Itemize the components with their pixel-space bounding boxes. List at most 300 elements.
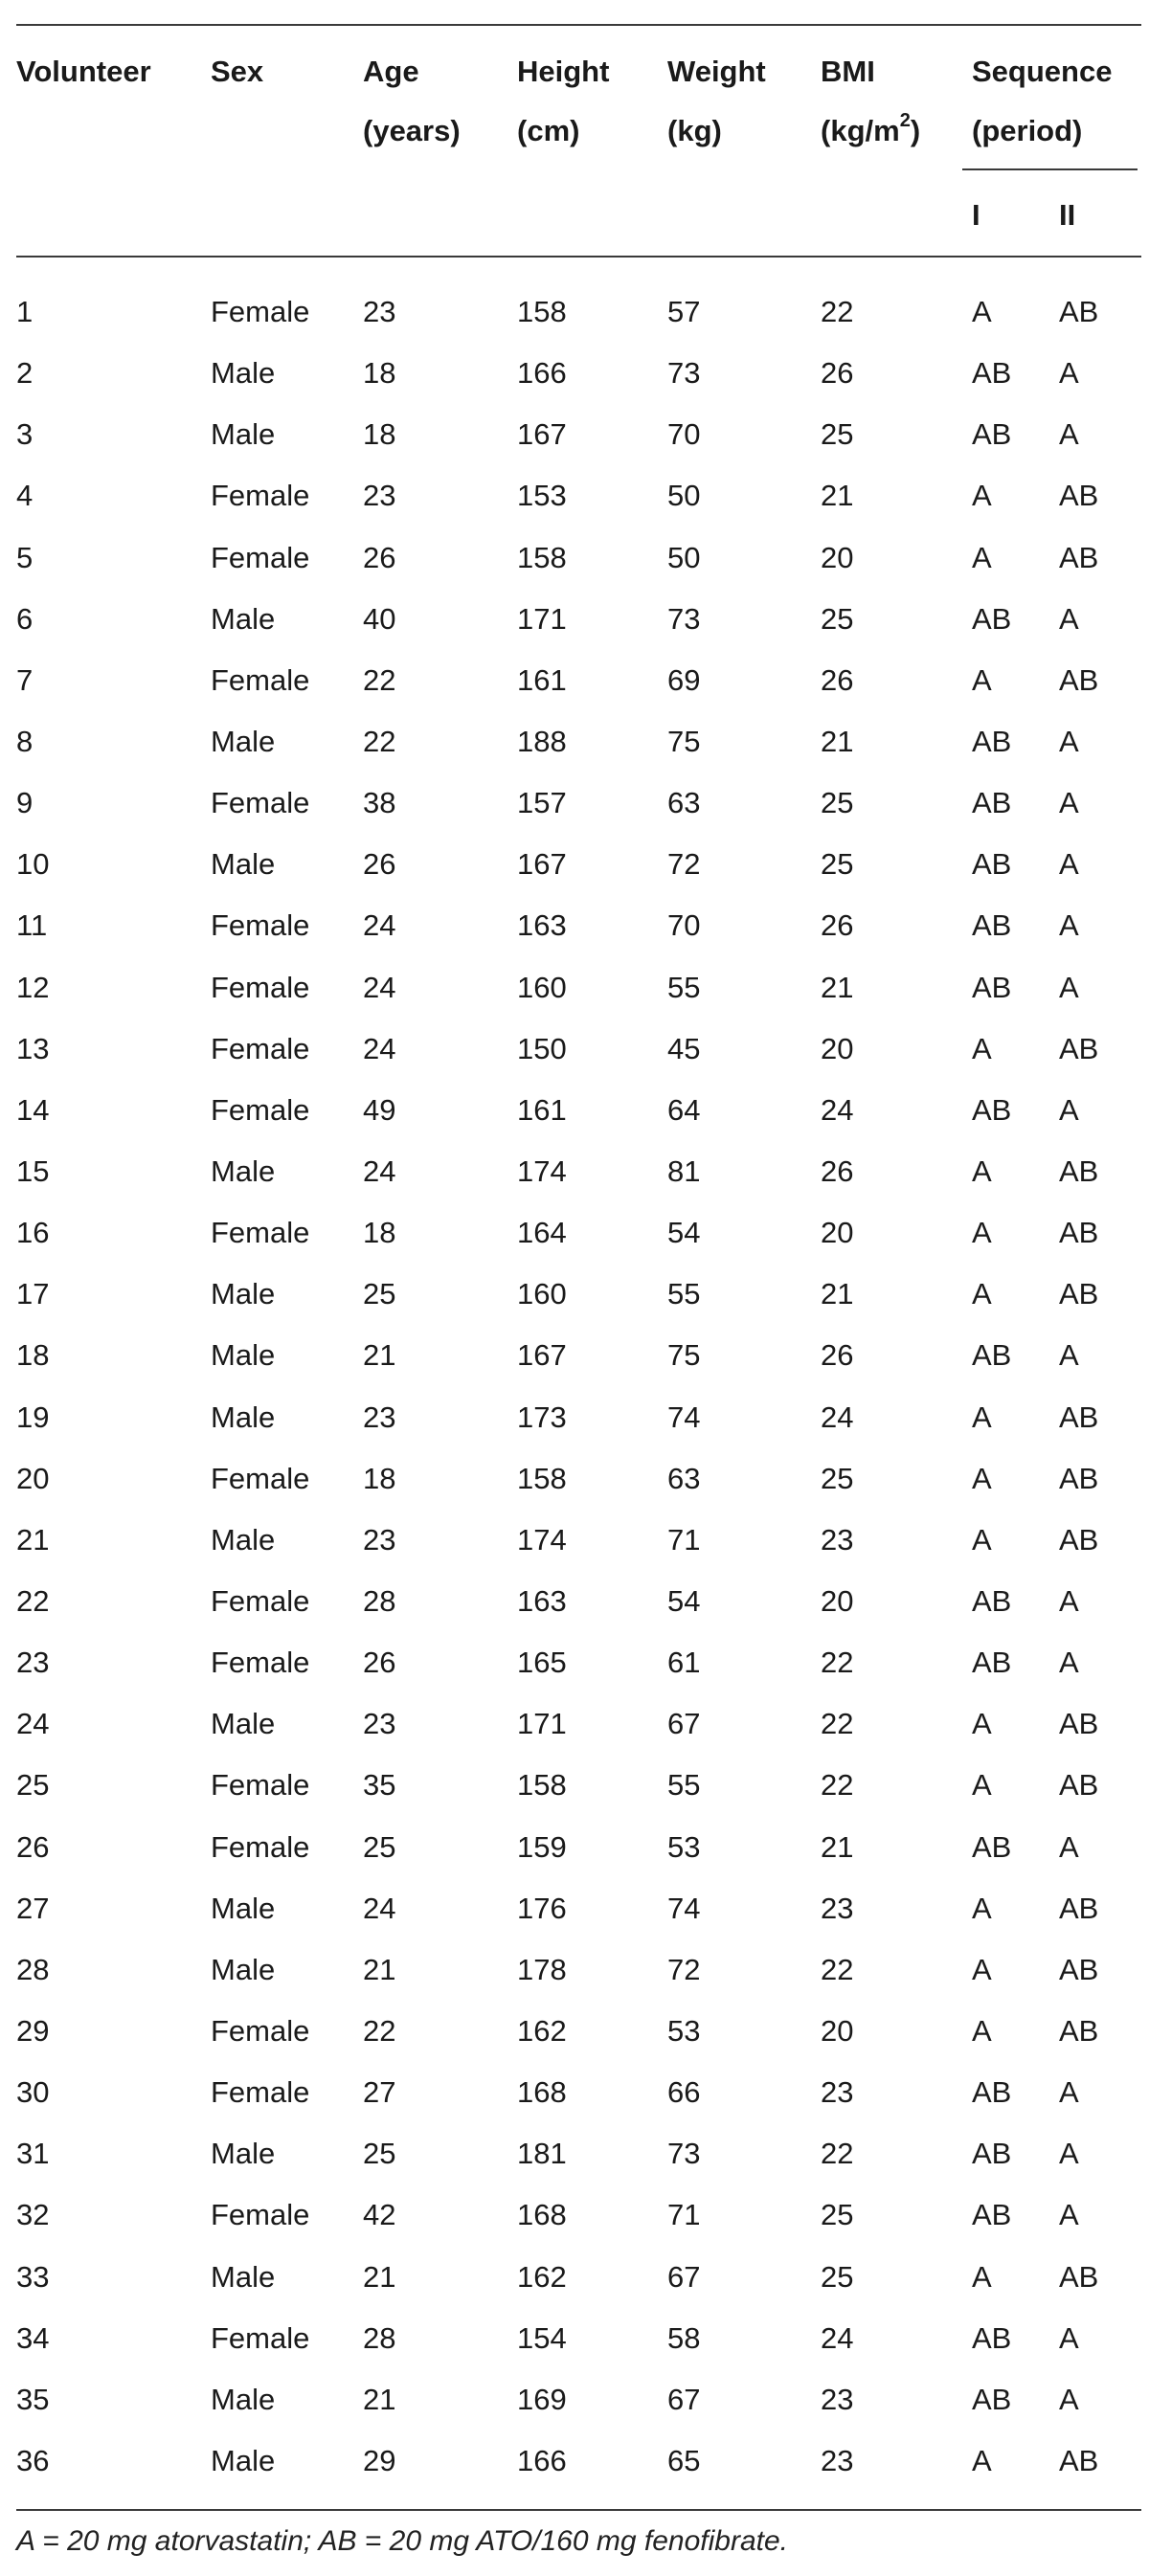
cell-period-ii: A (1059, 847, 1079, 882)
cell-period-i: AB (972, 601, 1012, 636)
cell-weight: 53 (667, 1829, 701, 1864)
cell-bmi: 24 (821, 1400, 854, 1434)
table-row (0, 1080, 1149, 1141)
cell-sex: Male (211, 1891, 276, 1925)
cell-bmi: 23 (821, 1891, 854, 1925)
table-row (0, 1693, 1149, 1755)
header-weight-unit: (kg) (667, 114, 722, 147)
cell-bmi: 25 (821, 2259, 854, 2294)
bmi-unit-superscript: 2 (899, 109, 911, 131)
header-bmi: BMI (821, 55, 875, 88)
cell-weight: 55 (667, 1768, 701, 1803)
cell-age: 23 (363, 1707, 396, 1741)
cell-bmi: 21 (821, 1277, 854, 1311)
cell-period-i: AB (972, 1646, 1012, 1680)
cell-weight: 72 (667, 1952, 701, 1986)
cell-height: 150 (517, 1031, 567, 1065)
cell-sex: Female (211, 1768, 310, 1803)
cell-bmi: 21 (821, 479, 854, 513)
header-age: Age (363, 55, 419, 88)
cell-bmi: 22 (821, 1952, 854, 1986)
cell-bmi: 25 (821, 786, 854, 820)
cell-bmi: 20 (821, 1216, 854, 1250)
cell-bmi: 25 (821, 2198, 854, 2232)
cell-period-i: AB (972, 1829, 1012, 1864)
cell-volunteer: 23 (16, 1646, 50, 1680)
cell-period-i: AB (972, 417, 1012, 452)
cell-age: 23 (363, 295, 396, 328)
cell-volunteer: 16 (16, 1216, 50, 1250)
cell-weight: 50 (667, 479, 701, 513)
cell-sex: Male (211, 1277, 276, 1311)
cell-weight: 72 (667, 847, 701, 882)
cell-bmi: 26 (821, 662, 854, 697)
table-row (0, 343, 1149, 404)
cell-period-i: AB (972, 1583, 1012, 1618)
cell-height: 168 (517, 2075, 567, 2110)
cell-volunteer: 22 (16, 1583, 50, 1618)
table-row (0, 1817, 1149, 1878)
cell-age: 18 (363, 1461, 396, 1495)
cell-sex: Female (211, 1583, 310, 1618)
cell-volunteer: 29 (16, 2013, 50, 2048)
header-period-ii: II (1059, 198, 1076, 232)
cell-sex: Male (211, 1952, 276, 1986)
cell-sex: Female (211, 2013, 310, 2048)
cell-period-ii: AB (1059, 1031, 1099, 1065)
cell-weight: 64 (667, 1092, 701, 1127)
cell-bmi: 25 (821, 1461, 854, 1495)
cell-height: 181 (517, 2137, 567, 2171)
cell-sex: Male (211, 601, 276, 636)
cell-period-ii: AB (1059, 1952, 1099, 1986)
cell-bmi: 26 (821, 908, 854, 943)
cell-age: 18 (363, 417, 396, 452)
cell-age: 21 (363, 2259, 396, 2294)
cell-height: 154 (517, 2320, 567, 2355)
cell-age: 49 (363, 1092, 396, 1127)
cell-period-ii: AB (1059, 1522, 1099, 1557)
cell-period-ii: A (1059, 2198, 1079, 2232)
cell-volunteer: 5 (16, 540, 34, 574)
table-row (0, 650, 1149, 711)
cell-sex: Female (211, 1646, 310, 1680)
cell-weight: 75 (667, 724, 701, 758)
cell-volunteer: 24 (16, 1707, 50, 1741)
cell-period-ii: AB (1059, 2013, 1099, 2048)
table-row (0, 2308, 1149, 2369)
cell-bmi: 22 (821, 2137, 854, 2171)
cell-bmi: 21 (821, 1829, 854, 1864)
cell-age: 26 (363, 540, 396, 574)
table-row (0, 281, 1149, 343)
cell-volunteer: 1 (16, 295, 34, 328)
cell-height: 160 (517, 1277, 567, 1311)
cell-volunteer: 11 (16, 908, 48, 943)
cell-sex: Female (211, 1829, 310, 1864)
table-row (0, 1202, 1149, 1264)
cell-volunteer: 10 (16, 847, 50, 882)
cell-height: 167 (517, 1338, 567, 1373)
cell-volunteer: 25 (16, 1768, 50, 1803)
cell-period-ii: A (1059, 2137, 1079, 2171)
cell-age: 27 (363, 2075, 396, 2110)
cell-bmi: 25 (821, 847, 854, 882)
cell-volunteer: 30 (16, 2075, 50, 2110)
cell-age: 23 (363, 1522, 396, 1557)
cell-bmi: 23 (821, 2443, 854, 2477)
header-sex: Sex (211, 55, 264, 88)
cell-weight: 73 (667, 356, 701, 391)
cell-weight: 67 (667, 2382, 701, 2416)
cell-volunteer: 3 (16, 417, 34, 452)
cell-bmi: 20 (821, 1583, 854, 1618)
cell-height: 166 (517, 356, 567, 391)
cell-age: 29 (363, 2443, 396, 2477)
table-row (0, 527, 1149, 589)
cell-height: 161 (517, 662, 567, 697)
cell-weight: 50 (667, 540, 701, 574)
table-row (0, 2062, 1149, 2123)
cell-period-ii: AB (1059, 2443, 1099, 2477)
bmi-unit-close: ) (910, 114, 921, 147)
cell-age: 25 (363, 1829, 396, 1864)
cell-height: 169 (517, 2382, 567, 2416)
table-row (0, 1019, 1149, 1080)
cell-weight: 65 (667, 2443, 701, 2477)
cell-period-i: A (972, 1952, 992, 1986)
cell-age: 42 (363, 2198, 396, 2232)
table-row (0, 773, 1149, 834)
cell-height: 159 (517, 1829, 567, 1864)
cell-period-ii: A (1059, 1583, 1079, 1618)
cell-sex: Male (211, 2137, 276, 2171)
cell-sex: Male (211, 1338, 276, 1373)
cell-sex: Female (211, 662, 310, 697)
cell-bmi: 23 (821, 2382, 854, 2416)
cell-height: 158 (517, 1461, 567, 1495)
cell-sex: Male (211, 1707, 276, 1741)
cell-period-ii: A (1059, 908, 1079, 943)
cell-period-i: A (972, 1891, 992, 1925)
header-height: Height (517, 55, 610, 88)
cell-age: 40 (363, 601, 396, 636)
cell-volunteer: 20 (16, 1461, 50, 1495)
cell-bmi: 26 (821, 356, 854, 391)
cell-period-ii: A (1059, 601, 1079, 636)
cell-period-ii: A (1059, 1092, 1079, 1127)
cell-period-i: AB (972, 970, 1012, 1004)
cell-period-i: A (972, 1277, 992, 1311)
cell-bmi: 25 (821, 601, 854, 636)
table-row (0, 834, 1149, 895)
cell-weight: 55 (667, 1277, 701, 1311)
cell-period-i: A (972, 2013, 992, 2048)
cell-weight: 54 (667, 1216, 701, 1250)
cell-sex: Male (211, 1400, 276, 1434)
cell-period-i: AB (972, 2137, 1012, 2171)
cell-volunteer: 36 (16, 2443, 50, 2477)
cell-age: 23 (363, 1400, 396, 1434)
cell-volunteer: 12 (16, 970, 50, 1004)
cell-period-i: AB (972, 847, 1012, 882)
header-height-unit: (cm) (517, 114, 580, 147)
cell-sex: Female (211, 2320, 310, 2355)
cell-age: 21 (363, 1338, 396, 1373)
bottom-rule (16, 2509, 1141, 2511)
cell-height: 158 (517, 1768, 567, 1803)
table-row (0, 2123, 1149, 2184)
cell-weight: 67 (667, 1707, 701, 1741)
cell-height: 167 (517, 847, 567, 882)
table-row (0, 2430, 1149, 2492)
cell-sex: Male (211, 724, 276, 758)
table-row (0, 1141, 1149, 1202)
cell-age: 21 (363, 2382, 396, 2416)
cell-period-ii: A (1059, 1338, 1079, 1373)
cell-bmi: 20 (821, 2013, 854, 2048)
cell-age: 25 (363, 1277, 396, 1311)
cell-bmi: 21 (821, 970, 854, 1004)
table-row (0, 589, 1149, 650)
cell-volunteer: 13 (16, 1031, 50, 1065)
cell-period-i: A (972, 1768, 992, 1803)
table-row (0, 2001, 1149, 2062)
table-row (0, 465, 1149, 526)
cell-weight: 67 (667, 2259, 701, 2294)
cell-volunteer: 6 (16, 601, 34, 636)
table-row (0, 895, 1149, 956)
cell-period-ii: AB (1059, 479, 1099, 513)
cell-sex: Female (211, 479, 310, 513)
top-rule (16, 24, 1141, 26)
cell-sex: Male (211, 2259, 276, 2294)
cell-sex: Female (211, 2198, 310, 2232)
cell-period-ii: AB (1059, 1461, 1099, 1495)
cell-period-i: AB (972, 2075, 1012, 2110)
cell-volunteer: 18 (16, 1338, 50, 1373)
cell-age: 22 (363, 662, 396, 697)
cell-volunteer: 35 (16, 2382, 50, 2416)
cell-bmi: 20 (821, 1031, 854, 1065)
header-period-i: I (972, 198, 980, 232)
cell-bmi: 22 (821, 1768, 854, 1803)
cell-height: 188 (517, 724, 567, 758)
cell-sex: Male (211, 2382, 276, 2416)
cell-bmi: 23 (821, 1522, 854, 1557)
cell-weight: 57 (667, 295, 701, 328)
cell-sex: Female (211, 540, 310, 574)
cell-period-ii: A (1059, 724, 1079, 758)
cell-height: 160 (517, 970, 567, 1004)
cell-age: 24 (363, 970, 396, 1004)
cell-period-ii: AB (1059, 1277, 1099, 1311)
cell-weight: 58 (667, 2320, 701, 2355)
table-row (0, 1878, 1149, 1939)
cell-period-ii: AB (1059, 1768, 1099, 1803)
cell-period-ii: A (1059, 2075, 1079, 2110)
cell-period-i: A (972, 2443, 992, 2477)
cell-volunteer: 7 (16, 662, 34, 697)
cell-period-i: AB (972, 908, 1012, 943)
cell-bmi: 24 (821, 1092, 854, 1127)
cell-period-i: A (972, 662, 992, 697)
cell-period-ii: AB (1059, 540, 1099, 574)
cell-volunteer: 31 (16, 2137, 50, 2171)
cell-period-ii: A (1059, 356, 1079, 391)
cell-weight: 53 (667, 2013, 701, 2048)
header-age-unit: (years) (363, 114, 461, 147)
cell-period-ii: A (1059, 2320, 1079, 2355)
cell-volunteer: 8 (16, 724, 34, 758)
cell-height: 153 (517, 479, 567, 513)
cell-height: 157 (517, 786, 567, 820)
cell-height: 168 (517, 2198, 567, 2232)
cell-period-i: AB (972, 2198, 1012, 2232)
cell-period-ii: AB (1059, 1707, 1099, 1741)
table-row (0, 2369, 1149, 2430)
cell-volunteer: 14 (16, 1092, 50, 1127)
cell-bmi: 26 (821, 1154, 854, 1188)
cell-bmi: 26 (821, 1338, 854, 1373)
cell-period-ii: A (1059, 2382, 1079, 2416)
cell-period-i: A (972, 1707, 992, 1741)
cell-volunteer: 2 (16, 356, 34, 391)
cell-period-i: AB (972, 356, 1012, 391)
cell-weight: 63 (667, 1461, 701, 1495)
cell-weight: 74 (667, 1891, 701, 1925)
cell-height: 162 (517, 2259, 567, 2294)
header-rule (16, 256, 1141, 258)
cell-sex: Male (211, 1154, 276, 1188)
cell-sex: Female (211, 1092, 310, 1127)
cell-sex: Male (211, 2443, 276, 2477)
header-volunteer: Volunteer (16, 55, 151, 88)
cell-height: 174 (517, 1154, 567, 1188)
cell-height: 158 (517, 540, 567, 574)
cell-age: 23 (363, 479, 396, 513)
cell-period-ii: AB (1059, 1400, 1099, 1434)
cell-period-i: A (972, 479, 992, 513)
cell-period-ii: A (1059, 970, 1079, 1004)
cell-weight: 69 (667, 662, 701, 697)
sequence-subrule (962, 168, 1138, 170)
cell-height: 171 (517, 601, 567, 636)
cell-age: 28 (363, 2320, 396, 2355)
cell-bmi: 25 (821, 417, 854, 452)
cell-period-ii: A (1059, 1829, 1079, 1864)
cell-weight: 61 (667, 1646, 701, 1680)
table-row (0, 1448, 1149, 1510)
cell-period-ii: AB (1059, 1216, 1099, 1250)
cell-sex: Female (211, 970, 310, 1004)
cell-weight: 73 (667, 2137, 701, 2171)
cell-sex: Female (211, 908, 310, 943)
cell-age: 24 (363, 1154, 396, 1188)
cell-sex: Male (211, 1522, 276, 1557)
cell-bmi: 21 (821, 724, 854, 758)
cell-period-i: AB (972, 786, 1012, 820)
cell-age: 18 (363, 1216, 396, 1250)
cell-bmi: 22 (821, 295, 854, 328)
cell-weight: 66 (667, 2075, 701, 2110)
table-row (0, 957, 1149, 1019)
cell-period-ii: A (1059, 1646, 1079, 1680)
cell-age: 24 (363, 1031, 396, 1065)
cell-age: 24 (363, 1891, 396, 1925)
cell-weight: 63 (667, 786, 701, 820)
cell-weight: 70 (667, 908, 701, 943)
cell-sex: Female (211, 295, 310, 328)
table-footnote: A = 20 mg atorvastatin; AB = 20 mg ATO/160 mg fenofibrate. (16, 2525, 788, 2557)
cell-age: 24 (363, 908, 396, 943)
cell-height: 165 (517, 1646, 567, 1680)
cell-age: 22 (363, 724, 396, 758)
table-row (0, 1264, 1149, 1325)
cell-period-i: A (972, 1216, 992, 1250)
table-row (0, 711, 1149, 773)
cell-volunteer: 33 (16, 2259, 50, 2294)
cell-period-i: AB (972, 1338, 1012, 1373)
cell-weight: 54 (667, 1583, 701, 1618)
table-row (0, 404, 1149, 465)
cell-age: 25 (363, 2137, 396, 2171)
cell-period-i: A (972, 1522, 992, 1557)
cell-age: 22 (363, 2013, 396, 2048)
cell-period-ii: AB (1059, 2259, 1099, 2294)
cell-sex: Male (211, 417, 276, 452)
cell-period-i: A (972, 1031, 992, 1065)
cell-sex: Female (211, 1216, 310, 1250)
cell-sex: Male (211, 356, 276, 391)
cell-height: 164 (517, 1216, 567, 1250)
cell-weight: 75 (667, 1338, 701, 1373)
cell-period-i: A (972, 295, 992, 328)
cell-height: 163 (517, 1583, 567, 1618)
cell-age: 18 (363, 356, 396, 391)
table-body (0, 281, 1149, 2492)
header-sequence: Sequence (972, 55, 1113, 88)
cell-period-i: A (972, 1154, 992, 1188)
cell-period-i: AB (972, 1092, 1012, 1127)
table-row (0, 1571, 1149, 1632)
table-row (0, 2184, 1149, 2246)
cell-bmi: 22 (821, 1646, 854, 1680)
cell-volunteer: 4 (16, 479, 34, 513)
cell-period-i: A (972, 540, 992, 574)
cell-period-ii: AB (1059, 1891, 1099, 1925)
cell-bmi: 24 (821, 2320, 854, 2355)
cell-period-i: A (972, 1400, 992, 1434)
cell-period-i: A (972, 2259, 992, 2294)
cell-period-ii: AB (1059, 662, 1099, 697)
cell-height: 163 (517, 908, 567, 943)
cell-height: 166 (517, 2443, 567, 2477)
cell-height: 161 (517, 1092, 567, 1127)
cell-weight: 73 (667, 601, 701, 636)
cell-period-ii: A (1059, 417, 1079, 452)
cell-bmi: 20 (821, 540, 854, 574)
cell-volunteer: 21 (16, 1522, 50, 1557)
cell-volunteer: 26 (16, 1829, 50, 1864)
cell-age: 26 (363, 847, 396, 882)
cell-weight: 74 (667, 1400, 701, 1434)
table-row (0, 1387, 1149, 1448)
cell-period-ii: A (1059, 786, 1079, 820)
cell-bmi: 23 (821, 2075, 854, 2110)
header-sequence-period: (period) (972, 114, 1083, 147)
cell-volunteer: 34 (16, 2320, 50, 2355)
